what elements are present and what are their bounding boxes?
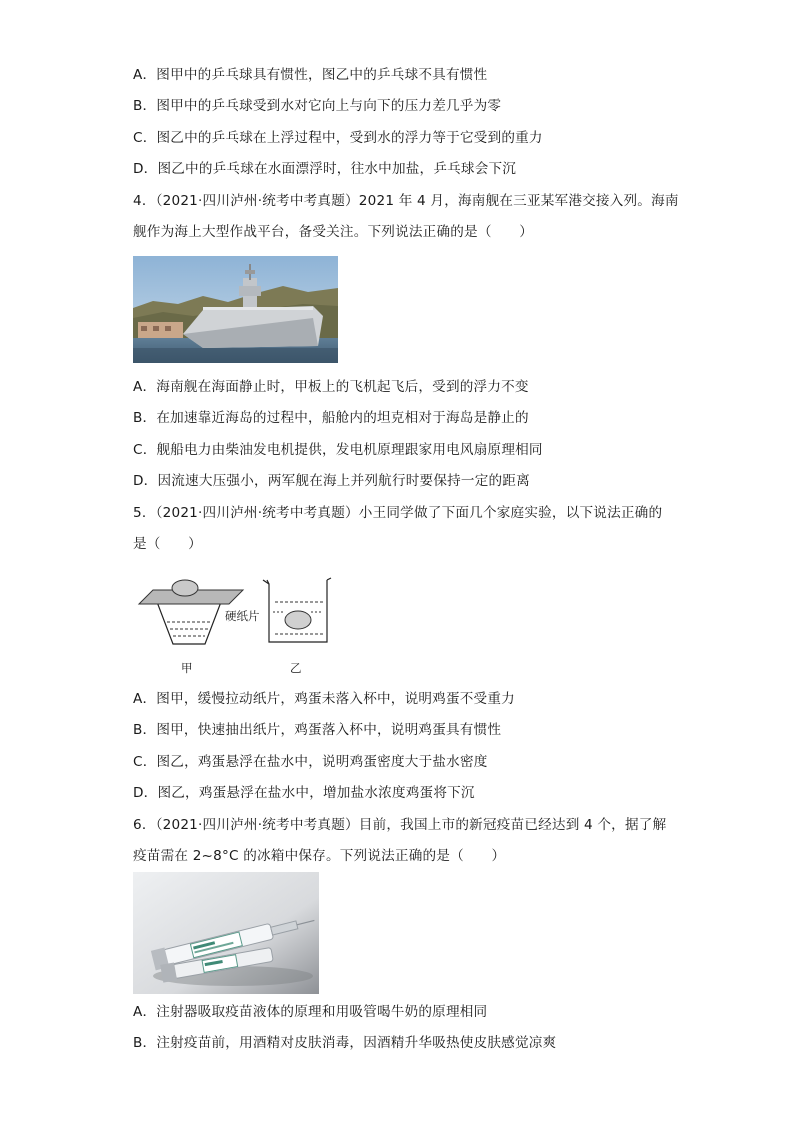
- q4-option-a: A．海南舰在海面静止时，甲板上的飞机起飞后，受到的浮力不变: [133, 379, 529, 395]
- q4-option-b: B．在加速靠近海岛的过程中，船舱内的坦克相对于海岛是静止的: [133, 410, 529, 426]
- q6-option-b: B．注射疫苗前，用酒精对皮肤消毒，因酒精升华吸热使皮肤感觉凉爽: [133, 1035, 557, 1051]
- q4-stem-line1: 4．（2021·四川泸州·统考中考真题）2021 年 4 月，海南舰在三亚某军港交接入列。海南: [133, 193, 679, 209]
- warship-photo: [133, 256, 338, 363]
- q3-option-a: A．图甲中的乒乓球具有惯性，图乙中的乒乓球不具有惯性: [133, 67, 488, 83]
- figure-a-label: 甲: [181, 661, 193, 675]
- q4-option-c: C．舰船电力由柴油发电机提供，发电机原理跟家用电风扇原理相同: [133, 442, 543, 458]
- q4-stem-line2: 舰作为海上大型作战平台，备受关注。下列说法正确的是（ ）: [133, 224, 534, 240]
- q5-stem-line1: 5．（2021·四川泸州·统考中考真题）小王同学做了下面几个家庭实验，以下说法正确的: [133, 505, 663, 521]
- q5-stem-line2: 是（ ）: [133, 536, 202, 552]
- vaccine-syringe-photo: [133, 872, 319, 994]
- q3-option-b: B．图甲中的乒乓球受到水对它向上与向下的压力差几乎为零: [133, 98, 502, 114]
- q5-option-b: B．图甲，快速抽出纸片，鸡蛋落入杯中，说明鸡蛋具有惯性: [133, 722, 502, 738]
- q3-option-c: C．图乙中的乒乓球在上浮过程中，受到水的浮力等于它受到的重力: [133, 130, 543, 146]
- q6-option-a: A．注射器吸取疫苗液体的原理和用吸管喝牛奶的原理相同: [133, 1004, 488, 1020]
- figure-b-label: 乙: [290, 661, 302, 675]
- q5-option-a: A．图甲，缓慢拉动纸片，鸡蛋未落入杯中，说明鸡蛋不受重力: [133, 691, 515, 707]
- q5-option-c: C．图乙，鸡蛋悬浮在盐水中，说明鸡蛋密度大于盐水密度: [133, 754, 488, 770]
- q4-option-d: D．因流速大压强小，两军舰在海上并列航行时要保持一定的距离: [133, 473, 530, 489]
- experiment-figure: [133, 572, 343, 682]
- q6-stem-line2: 疫苗需在 2~8°C 的冰箱中保存。下列说法正确的是（ ）: [133, 848, 506, 864]
- q6-stem-line1: 6．（2021·四川泸州·统考中考真题）目前，我国上市的新冠疫苗已经达到 4 个，据了解: [133, 817, 667, 833]
- q5-option-d: D．图乙，鸡蛋悬浮在盐水中，增加盐水浓度鸡蛋将下沉: [133, 785, 475, 801]
- q3-option-d: D．图乙中的乒乓球在水面漂浮时，往水中加盐，乒乓球会下沉: [133, 161, 517, 177]
- card-label: 硬纸片: [225, 609, 260, 623]
